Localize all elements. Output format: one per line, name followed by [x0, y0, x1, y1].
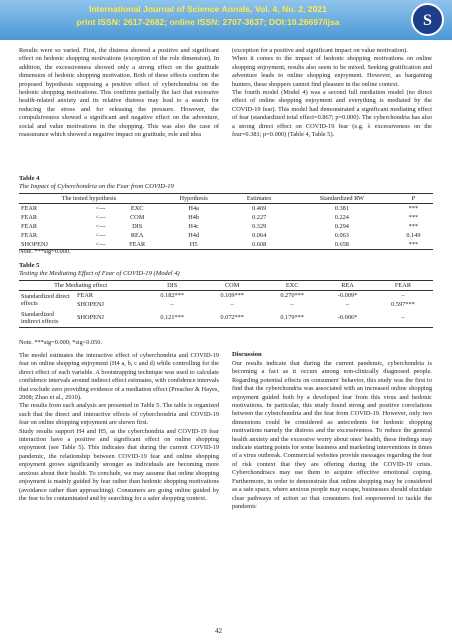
cell: – — [290, 301, 294, 308]
cell: 0.597*** — [391, 301, 415, 308]
table-row — [19, 300, 433, 309]
cell: FEAR — [77, 292, 94, 299]
paragraph: Study results support H4 and H5, as the cyberchondria and COVID-19 fear interaction have a positive and significant effect on online shopping enjoyment (see Table 5). This indicates that during the current COVID-19 pandemic, the relationship between COVID-19 fear and online shopping enjoyment grows significantly stronger as individuals are becoming more anxious about their health. To conclude, we may assume that online shopping enjoyment is mainly guided by fear rather than hedonic shopping motivations (avoidance rather than approaching). Consumers are going online guided by the fear to be contaminated and by searching for a safer shopping context. — [19, 427, 219, 502]
paragraph: The results from each analysis are presented in Table 5. The table is organized such that the direct and interactive effects of cyberchondria and COVID-19 fear on online shopping enjoyment are shown first. — [19, 402, 219, 427]
cell: 0.063 — [334, 232, 349, 239]
cell: FEAR — [21, 223, 38, 230]
cell: <--- — [95, 223, 106, 230]
table5-title: Testing the Mediating Effect of Fear of COVID-19 (Model 4) — [19, 270, 180, 278]
col-header: Standardized RW — [319, 195, 364, 202]
cell: 0.179*** — [280, 314, 304, 322]
cell: 0.381 — [334, 205, 349, 212]
col-header: The Mediating effect — [54, 282, 108, 289]
col-header: Estimates — [246, 195, 272, 202]
left-column-bottom — [19, 352, 219, 503]
table4-note: Note. ***sig=0.000. — [19, 248, 71, 255]
left-column-top — [19, 47, 219, 139]
cell: Standardized direct effects — [21, 293, 70, 307]
cell: – — [401, 314, 405, 322]
cell: <--- — [95, 232, 106, 239]
cell: FEAR — [129, 241, 146, 248]
table-row — [19, 291, 433, 301]
cell: 0.469 — [252, 205, 267, 212]
col-header: The tested hypothesis — [61, 195, 117, 202]
cell: -0.009* — [337, 292, 358, 299]
cell: H4a — [188, 205, 199, 212]
table-row — [19, 240, 433, 250]
journal-title: International Journal of Science Annals, Vol. 4, No. 2, 2021 — [89, 4, 327, 14]
cell: -0.006* — [337, 314, 358, 322]
cell: <--- — [95, 241, 106, 248]
table4-title: The Impact of Cyberchondria on the Fear from COVID-19 — [19, 183, 174, 191]
right-column-top — [232, 47, 432, 139]
cell: <--- — [95, 205, 106, 212]
right-column-bottom — [232, 360, 432, 511]
paragraph: (exception for a positive and significant impact on value motivation). — [232, 47, 408, 54]
table-row — [19, 309, 433, 327]
cell: H4b — [188, 214, 200, 221]
journal-header — [0, 0, 452, 40]
cell: REA — [130, 232, 144, 239]
cell: FEAR — [21, 205, 38, 212]
paragraph: The model estimates the interactive effect of cyberchondria and COVID-19 fear on online shopping enjoyment (H4 a, b, c and d) while controlling for the direct effect of each variable. A bootstrapping technique was used to calculate confidence intervals around indirect effect estimates, with confidence intervals that exclude zero providing evidence of a mediation effect (Preacher & Hayes, 2008; Zhao et al., 2010). — [19, 352, 219, 402]
cell: 0.072*** — [220, 314, 244, 322]
table5 — [19, 280, 433, 328]
cell: 0.121*** — [160, 314, 184, 322]
paragraph: Our results indicate that during the current pandemic, cyberchondria is becoming a fact as it occurs among non-clinically diagnosed people. Regarding potential effects on consumers' behavior, this study was the first to find that the cyberchondria was associated with an increased online shopping enjoyment guided both by a developed fear from this virus and hedonic motivations. In particular, this study found strong and positive correlations between the cyberchondria and the fear from COVID-19. However, only two dimensions could be considered as antecedents for hedonic shopping motivations namely the distress and the excessiveness. To reduce the general health anxiety and the excessive worry about ones' health, these findings may indicate starting points for some business and marketing interventions in times of a virus outbreak. Commercial websites provide messages regarding the fear of risk context that they are offering during the COVID-19 crisis. Cyberchondriacs may use them to acquire effective emotional coping. Furthermore, in order to demonstrate that online shopping may be considered as a safe space, where anxious people may escape, businesses should elucidate clear pathways of action so that consumers feel empowered to tackle the pandemic — [232, 360, 432, 510]
cell: H4c — [188, 223, 199, 230]
cell: 0.294 — [334, 223, 349, 230]
col-header: COM — [224, 282, 240, 289]
journal-issn: print ISSN: 2617-2682; online ISSN: 2707-3637; DOI:10.26697/ijsa — [76, 17, 340, 27]
cell: 0.270*** — [280, 292, 304, 299]
cell: 0.109*** — [220, 292, 244, 299]
col-header: EXC — [285, 282, 299, 289]
col-header: DIS — [167, 282, 178, 289]
cell: FEAR — [21, 214, 38, 221]
cell: *** — [408, 214, 419, 221]
col-header: FEAR — [394, 282, 412, 289]
page-number: 42 — [215, 627, 222, 635]
cell: – — [230, 301, 234, 308]
cell: – — [170, 301, 174, 308]
cell: 0.149 — [406, 232, 421, 239]
cell: 0.064 — [252, 232, 267, 239]
discussion-heading: Discussion — [232, 351, 262, 358]
table-row — [19, 231, 433, 240]
col-header: P — [411, 195, 416, 202]
cell: 0.227 — [252, 214, 267, 221]
table-row — [19, 213, 433, 222]
table-header-row — [19, 281, 433, 291]
paragraph: Results were so varied. First, the distress showed a positive and significant effect on hedonic shopping motivations (exception of the role dimension). In addition, the excessiveness showed only a strong effect on the gratitude dimension of hedonic shopping motivation. Both of these effects confirm the proposed hypothesis supposing a positive effect of cyberchondria on the hedonic shopping motivations. This confirms partially the fact that excessive health-related anxiety and its relative distress may lead to a search for reducing the stress and for releasing the pressure. However, the compulsiveness showed a significant and negative effect on the adventure, social and value motivations in the shopping. This was also the case of reassurance which showed a negative impact on gratitude, role and idea — [19, 47, 219, 139]
cell: *** — [408, 205, 419, 212]
cell: COM — [129, 214, 145, 221]
cell: 0.608 — [252, 241, 267, 248]
cell: H4d — [188, 232, 200, 239]
col-header: REA — [341, 282, 354, 289]
table5-caption — [19, 262, 180, 279]
cell: *** — [408, 241, 419, 248]
table5-label: Table 5 — [19, 262, 40, 269]
cell: <--- — [95, 214, 106, 221]
cell: Standardized indirect effects — [21, 310, 59, 325]
table4 — [19, 193, 433, 250]
cell: 0.224 — [334, 214, 349, 221]
table-row — [19, 204, 433, 214]
table5-note: Note. ***sig=0.000; *sig<0.050. — [19, 339, 103, 346]
cell: – — [345, 301, 350, 308]
journal-logo-icon — [411, 3, 444, 36]
cell: FEAR — [21, 232, 38, 239]
table4-caption — [19, 175, 174, 192]
table-row — [19, 222, 433, 231]
svg-text:S: S — [423, 12, 432, 29]
cell: *** — [408, 223, 419, 230]
cell: H5 — [189, 241, 198, 248]
cell: EXC — [130, 205, 144, 212]
cell: SHOPENJ — [77, 314, 104, 322]
cell: SHOPENJ — [77, 301, 104, 308]
paragraph: When it comes to the impact of hedonic shopping motivations on online shopping enjoyment, results also seem to be mixed. Seeking gratification and adventure leads to online shopping enjoyment. However, as bargaining hunters, these shoppers cannot find pleasure in the online context. — [232, 55, 432, 88]
cell: SHOPENJ — [21, 241, 48, 248]
cell: 0.182*** — [160, 292, 184, 299]
cell: 0.658 — [334, 241, 349, 248]
cell: 0.329 — [252, 223, 267, 230]
paragraph: The fourth model (Model 4) was a second full mediation model (no direct effect of online shopping enjoyment and everything is mediated by the COVID-19 fear). This model had demonstrated a significant mediating effect of fear (standardized total effect=0.867; p=0.000). The cyberchondria has also a strong direct effect on COVID-19 fear (e.g. λ excessiveness on the fear=0.381; p=0.000) (Table 4, Table 5). — [232, 89, 432, 139]
cell: – — [401, 292, 405, 299]
table-header-row — [19, 194, 433, 204]
cell: DIS — [132, 223, 143, 230]
col-header: Hypothesis — [179, 195, 208, 202]
table4-label: Table 4 — [19, 175, 40, 182]
